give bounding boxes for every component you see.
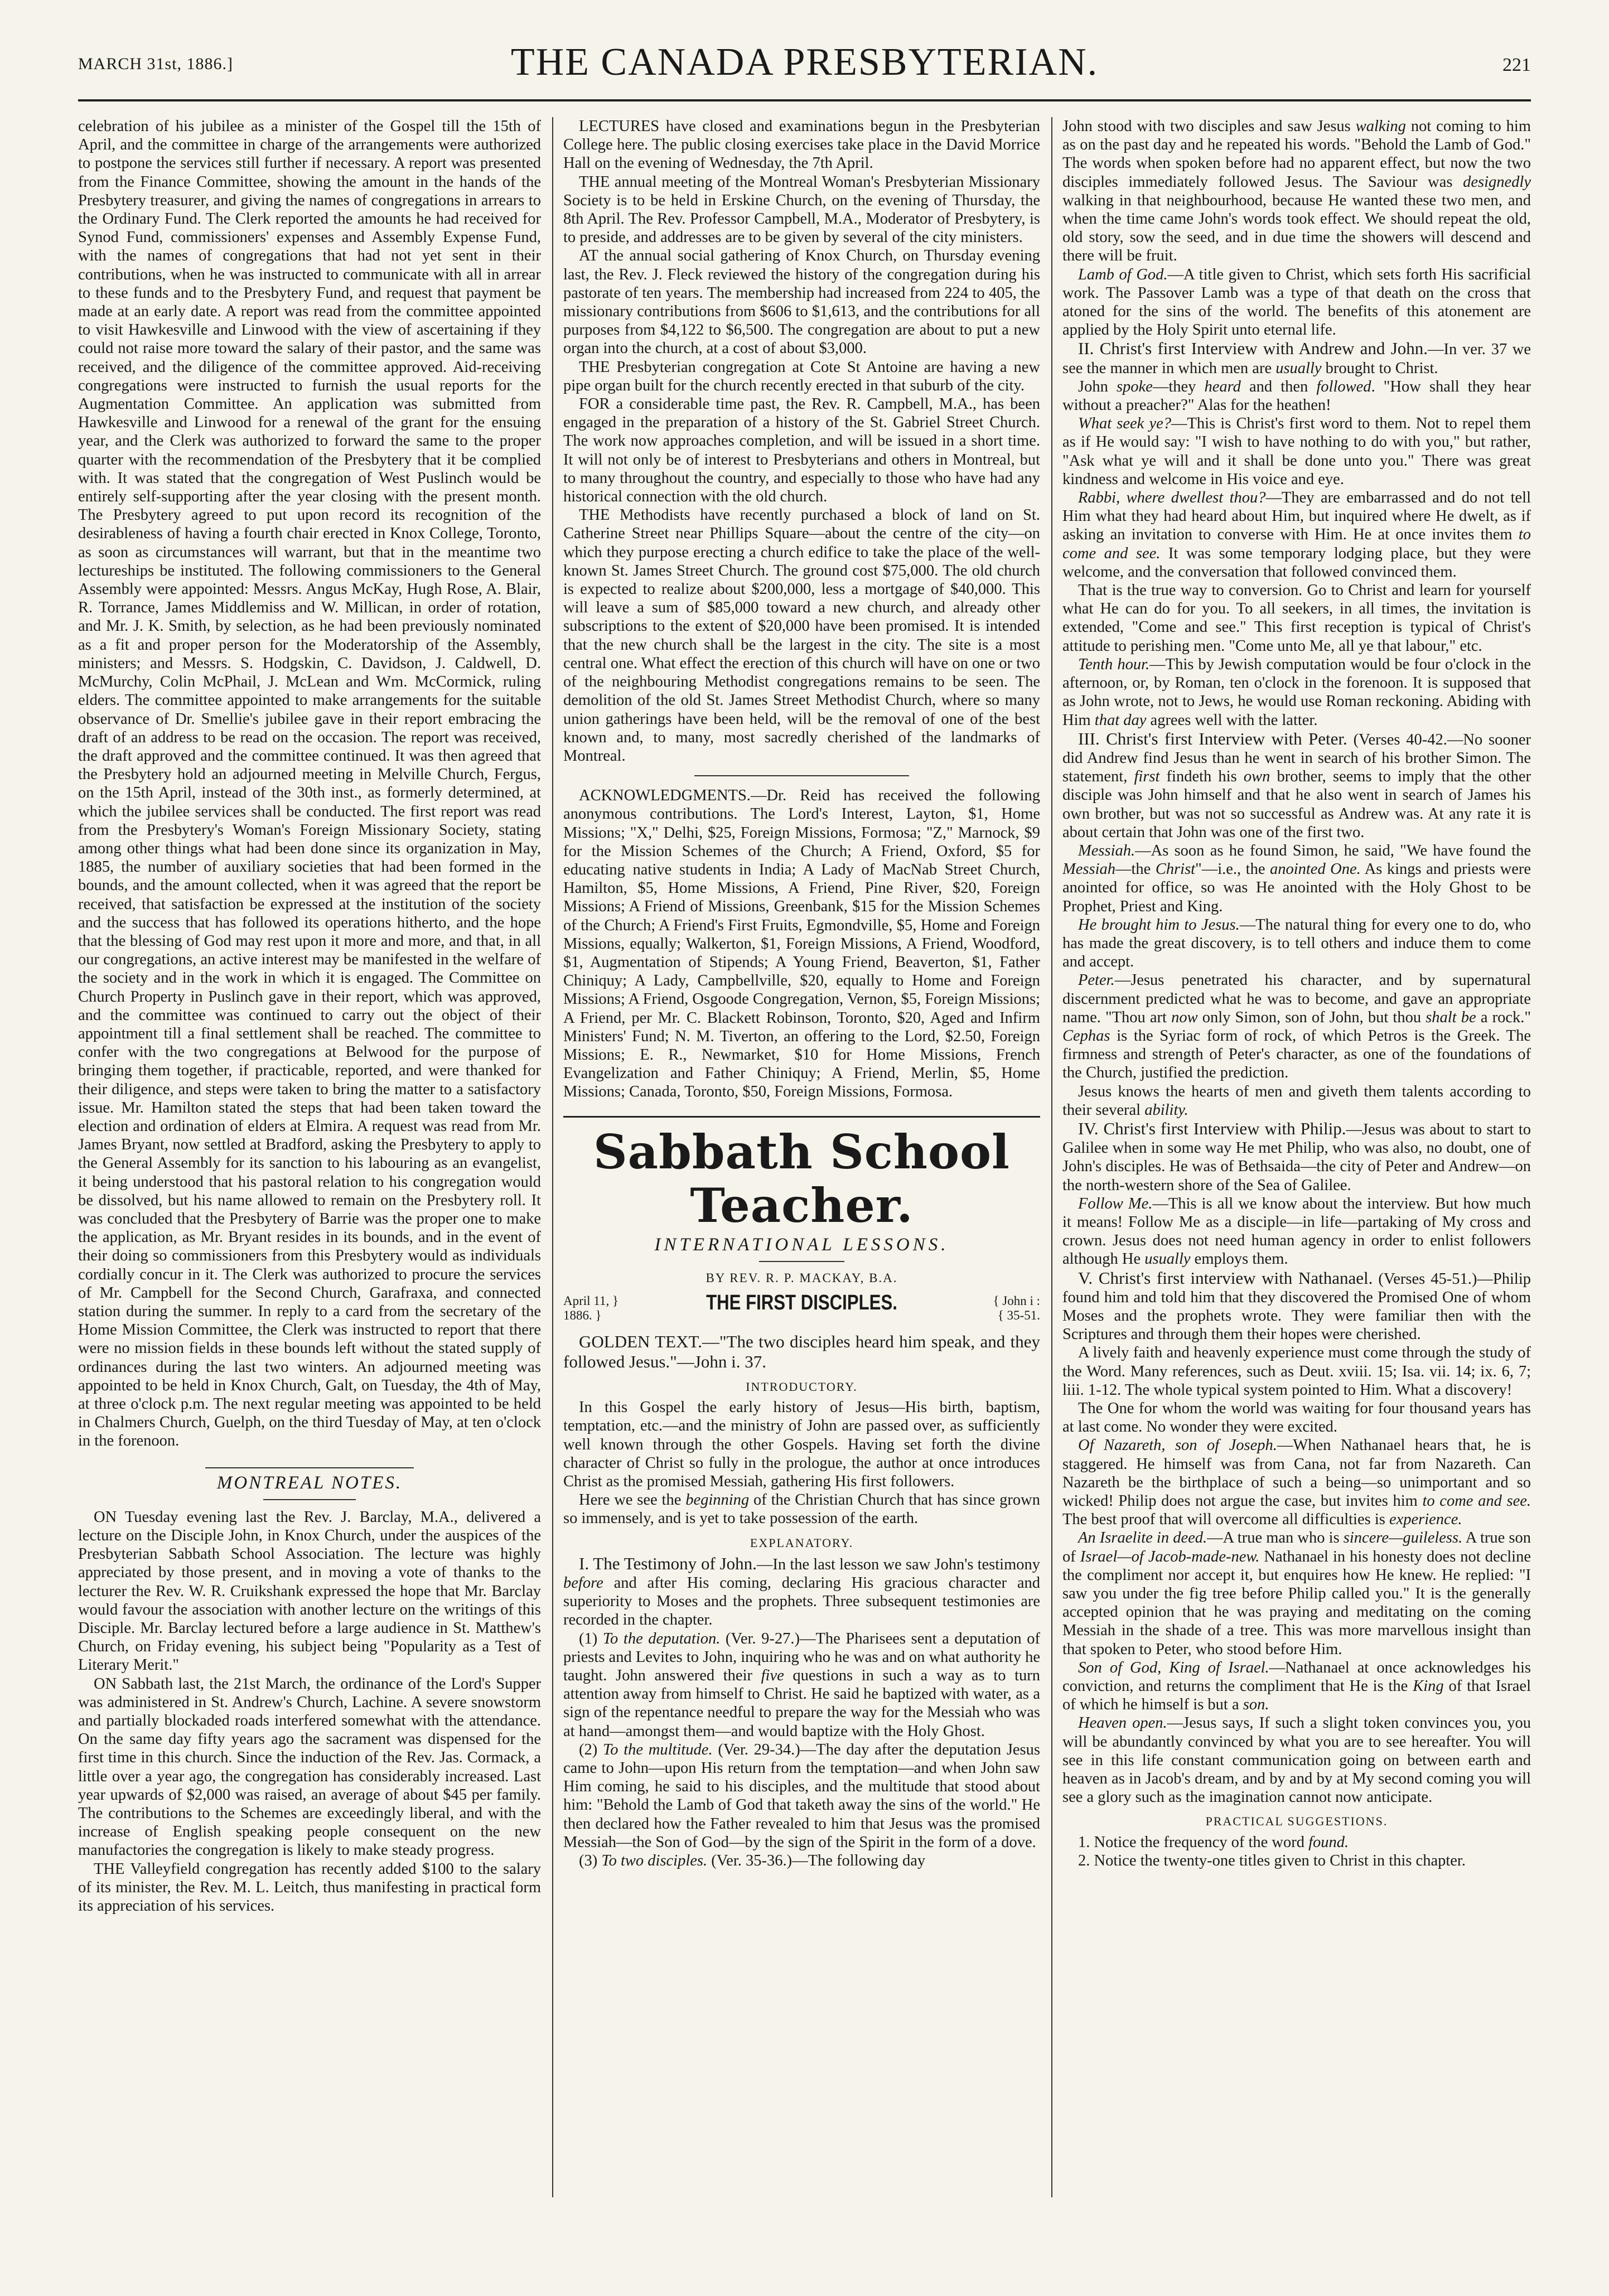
practical-suggestions-heading: PRACTICAL SUGGESTIONS.	[1205, 1814, 1388, 1829]
section-rule	[694, 775, 909, 776]
suggestion-item: 2. Notice the twenty-one titles given to Christ in this chapter.	[1078, 1852, 1466, 1869]
montreal-note-paragraph: THE Methodists have recently purchased a block of land on St. Catherine Street near Phillips Square—about the centre of the city—on which they purpose erecting a church edifice to take the place of the well-known St. James Street Church. The ground cost $75,000. The old church is expected to realize about $200,000, less a mortgage of $40,000. This will leave a sum of $85,000 toward a new church, and already other subscriptions to the extent of $20,000 have been promised. It is intended that the new church shall be the largest in the city. The site is a most central one. What effect the erection of this church will have on one or two of the neighbouring Methodist congregations remains to be seen. The demolition of the old St. James Street Methodist Church, where so many union gatherings have been held, will be the removal of one of the best known and, to many, most sacredly cherished of the landmarks of Montreal.	[563, 506, 1040, 765]
explanatory-heading: EXPLANATORY.	[750, 1535, 854, 1550]
montreal-note-paragraph: THE annual meeting of the Montreal Woman's Presbyterian Missionary Society is to be held in Erskine Church, on the evening of Thursday, the 8th April. The Rev. Professor Campbell, M.A., Moderator of Presbytery, is to preside, and addresses are to be given by several of the city ministers.	[563, 173, 1040, 246]
suggestion-item: 1. Notice the frequency of the word found.	[1078, 1833, 1349, 1851]
section-rule	[205, 1467, 414, 1468]
lesson-paragraph: A lively faith and heavenly experience must come through the study of the Word. Many references, such as Deut. xviii. 15; Isa. vii. 14; ix. 6, 7; liii. 1-12. The whole typical system pointed to Him. What a discovery!	[1062, 1344, 1531, 1399]
lesson-paragraph: Follow Me.—This is all we know about the interview. But how much it means! Follow Me as a disciple—in life—partaking of My cross and crown. Jesus does not need human agency in order to enlist followers although He usually employs them.	[1062, 1195, 1531, 1268]
author-byline: BY REV. R. P. MACKAY, B.A.	[706, 1270, 898, 1285]
lesson-paragraph: Heaven open.—Jesus says, If such a slight token convinces you, you will be abundantly convinced by what you are to see hereafter. You will see in this life constant communication going on between earth and heaven as in Jacob's dream, and by and by at My second coming you will see a glory such as the imagination cannot now anticipate.	[1062, 1714, 1531, 1806]
lesson-paragraph: The One for whom the world was waiting for four thousand years has at last come. No wonder they were excited.	[1062, 1400, 1531, 1436]
lesson-paragraph: (2) To the multitude. (Ver. 29-34.)—The day after the deputation Jesus came to John—upon His return from the temptation—and when John saw Him coming, he said to his disciples, and the multitude that stood about him: "Behold the Lamb of God that taketh away the sins of the world." He then declared how the Father revealed to him that Jesus was the promised Messiah—the Son of God—by the sign of the Spirit in the form of a dove.	[563, 1741, 1040, 1851]
lesson-paragraph: He brought him to Jesus.—The natural thing for every one to do, who has made the great discovery, is to tell others and induce them to come and accept.	[1062, 916, 1531, 971]
montreal-note-paragraph: AT the annual social gathering of Knox Church, on Thursday evening last, the Rev. J. Fleck reviewed the history of the congregation during his pastorate of ten years. The membership had increased from 224 to 405, the missionary contributions from $606 to $1,613, and the contributions for all purposes from $4,122 to $6,500. The congregation are about to put a new organ into the church, at a cost of about $3,000.	[563, 247, 1040, 357]
lesson-paragraph: Lamb of God.—A title given to Christ, which sets forth His sacrificial work. The Passover Lamb was a type of that death on the cross that atoned for the sins of the world. The benefits of this atonement are applied by the Holy Spirit unto eternal life.	[1062, 265, 1531, 339]
column-divider	[1051, 117, 1052, 2197]
lesson-paragraph: III. Christ's first Interview with Peter. (Verses 40-42.—No sooner did Andrew find Jesus than he went in search of his brother Simon. The statement, first findeth his own brother, seems to imply that the other disciple was John himself and that he also went in search of James his own brother, but was not so successful as Andrew was. At any rate it is about certain that John was one of the first two.	[1062, 728, 1531, 841]
montreal-note-paragraph: THE Valleyfield congregation has recently added $100 to the salary of its minister, the Rev. M. L. Leitch, thus manifesting in practical form its appreciation of his services.	[78, 1860, 541, 1915]
section-rule	[263, 1499, 356, 1500]
lesson-title: THE FIRST DISCIPLES.	[706, 1290, 897, 1314]
sabbath-school-heading: Sabbath School Teacher.	[593, 1124, 1010, 1233]
lesson-paragraph: John stood with two disciples and saw Jesus walking not coming to him as on the past day and he repeated his words. "Behold the Lamb of God." The words when spoken before had no apparent effect, but now the two disciples immediately followed Jesus. The Saviour was designedly walking in that neighbourhood, because He wanted these two men, and when the time came John's words took effect. We should repeat the old, old story, sow the seed, and in due time the showers will descend and there will be fruit.	[1062, 118, 1531, 265]
lesson-paragraph: IV. Christ's first Interview with Philip.—Jesus was about to start to Galilee when in some way He met Philip, who was also, no doubt, one of John's disciples. He was of Bethsaida—the city of Peter and Andrew—on the north-western shore of the Sea of Galilee.	[1062, 1118, 1531, 1194]
montreal-note-paragraph: THE Presbyterian congregation at Cote St Antoine are having a new pipe organ built for the church recently erected in that suburb of the city.	[563, 358, 1040, 394]
lesson-paragraph: In this Gospel the early history of Jesus—His birth, baptism, temptation, etc.—and the ministry of John are passed over, as sufficiently well known through the other Gospels. Having set forth the divine character of Christ so fully in the prologue, the author at once introduces Christ as the promised Messiah, gathering His first followers.	[563, 1399, 1040, 1490]
masthead-rule	[78, 99, 1531, 101]
lesson-header	[563, 1292, 1040, 1327]
lesson-paragraph: (3) To two disciples. (Ver. 35-36.)—The following day	[579, 1852, 926, 1870]
section-rule	[563, 1116, 1040, 1118]
golden-text: GOLDEN TEXT.—"The two disciples heard him speak, and they followed Jesus."—John i. 37.	[563, 1331, 1040, 1371]
introductory-heading: INTRODUCTORY.	[746, 1379, 858, 1394]
presbytery-report: celebration of his jubilee as a minister of the Gospel till the 15th of April, and the committee in charge of the arrangements were authorized to postpone the services still further if necessary. A report was presented from the Finance Committee, showing the amount in the hands of the Presbytery treasurer, and giving the names of congregations in arrears to the Ordinary Fund. The Clerk reported the amounts he had received for Synod Fund, commissioners' expenses and Assembly Expense Fund, with the names of congregations that had not yet sent in their contributions, when he was instructed to communicate with all in arrear to these funds and to the Presbytery Fund, and request that payment be made at an early date. A report was read from the committee appointed to visit Hawkesville and Linwood with the view of ascertaining if they could not raise more toward the salary of their pastor, and the same was received, and the diligence of the committee approved. Aid-receiving congregations were instructed to furnish the usual reports for the Augmentation Committee. An application was submitted from Hawkesville and Linwood for a renewal of the grant for the ensuing year, and the Clerk was authorized to forward the same to the proper quarter with the recommendation of the Presbytery that it be complied with. It was stated that the congregation of West Puslinch would be entirely self-supporting after the year closing with the present month. The Presbytery agreed to put upon record its recognition of the desirableness of having a fourth chair erected in Knox College, Toronto, as soon as circumstances will warrant, but that in the meantime two lectureships be instituted. The following commissioners to the General Assembly were appointed: Messrs. Angus McKay, Hugh Rose, A. Blair, R. Torrance, James Middlemiss and W. Millican, in order of rotation, and Mr. J. K. Smith, by selection, as he had been previously nominated as a fit and proper person for the Moderatorship of the Assembly, ministers; and Messrs. S. Hodgskin, C. Davidson, J. Caldwell, D. McMurchy, Colin McPhail, J. McLean and Wm. McCormick, ruling elders. The committee appointed to make arrangements for the suitable observance of Dr. Smellie's jubilee gave in their report embracing the draft of an address to be read on the occasion. The report was received, the draft approved and the committee continued. It was then agreed that the Presbytery hold an adjourned meeting in Melville Church, Fergus, on the 15th April, instead of the 30th inst., as formerly determined, at which the jubilee services shall be conducted. The first report was read from the Presbytery's Woman's Foreign Missionary Society, stating among other things what had been done since its organization in May, 1885, the number of auxiliary societies that had been formed in the bounds, and the amount collected, when it was agreed that the report be received, that satisfaction be expressed at the institution of the society and the success that has followed its operations hitherto, and the hope that the blessing of God may rest upon it more and more, and that, in all our congregations, an active interest may be manifested in the welfare of the society and in the work in which it is engaged. The Committee on Church Property in Puslinch gave in their report, which was approved, and the committee was continued to carry out the object of their appointment till a final settlement shall be reached. The committee to confer with the two congregations at Belwood for the purpose of bringing them together, if practicable, reported, and were thanked for their diligence, and steps were taken to bring the matter to a satisfactory issue. Mr. Hamilton stated the steps that had been taken toward the election and ordination of elders at Elmira. A request was read from Mr. James Bryant, now settled at Bradford, asking the Presbytery to apply to the General Assembly for its sanction to his labouring as an evangelist, it being understood that his pastoral relation to his congregation would be dissolved, but his name allowed to remain on the Presbytery roll. It was concluded that the Presbytery of Barrie was the proper one to make the application, as Mr. Bryant resides in its bounds, and in the event of their doing so commissioners from this Presbytery would as individuals cordially concur in it. The Clerk was authorized to procure the services of Mr. Campbell for the Second Church, Garafraxa, and connected station during the summer. In reply to a card from the secretary of the Home Mission Committee, the Clerk was instructed to report that there were no mission fields in these bounds left without the stated supply of ordinances during the last two winters. An adjourned meeting was appointed to be held in Knox Church, Galt, on Tuesday, the 4th of May, at three o'clock p.m. The next regular meeting was appointed to be held in Chalmers Church, Guelph, on the third Tuesday of May, at ten o'clock in the forenoon.	[78, 118, 541, 1450]
lesson-date: April 11, } 1886. }	[563, 1293, 619, 1322]
montreal-notes-heading: MONTREAL NOTES.	[216, 1472, 403, 1493]
lesson-paragraph: Of Nazareth, son of Joseph.—When Nathanael hears that, he is staggered. He himself was from Cana, not far from Nazareth. Can Nazareth be the birthplace of such a being—so unimportant and so wicked! Philip does not argue the case, but invites him to come and see. The best proof that will overcome all difficulties is experience.	[1062, 1437, 1531, 1529]
montreal-note-paragraph: ON Sabbath last, the 21st March, the ordinance of the Lord's Supper was administered in St. Andrew's Church, Lachine. A severe snowstorm and partially blockaded roads interfered somewhat with the attendance. On the same day fifty years ago the sacrament was dispensed for the first time in this church. Since the induction of the Rev. Jas. Cormack, a little over a year ago, the congregation has considerably increased. Last year upwards of $2,000 was raised, an average of about $45 per family. The contributions to the Schemes are exceedingly liberal, and with the increase of English speaking people consequent on the new manufactories the congregation is likely to make steady progress.	[78, 1675, 541, 1859]
lesson-paragraph: II. Christ's first Interview with Andrew and John.—In ver. 37 we see the manner in which men are usually brought to Christ.	[1062, 339, 1531, 377]
section-rule	[759, 1261, 845, 1262]
lesson-paragraph: I. The Testimony of John.—In the last lesson we saw John's testimony before and after His coming, declaring His gracious character and superiority to Moses and the prophets. Three subsequent testimonies are recorded in the chapter.	[563, 1553, 1040, 1629]
lesson-paragraph: Tenth hour.—This by Jewish computation would be four o'clock in the afternoon, or, by Roman, ten o'clock in the forenoon. It is supposed that as John wrote, not to Jews, he would use Roman reckoning. Abiding with Him that day agrees well with the latter.	[1062, 655, 1531, 729]
issue-date: MARCH 31st, 1886.]	[78, 55, 234, 73]
montreal-note-paragraph: LECTURES have closed and examinations begun in the Presbyterian College here. The public closing exercises take place in the David Morrice Hall on the evening of Wednesday, the 7th April.	[563, 118, 1040, 172]
lesson-paragraph: (1) To the deputation. (Ver. 9-27.)—The Pharisees sent a deputation of priests and Levites to John, inquiring who he was and on what authority he taught. John answered their five questions in such a way as to turn attention away from himself to Christ. He said he baptized with water, as a sign of the repentance needful to prepare the way for the Messiah who was at hand—amongst them—and would baptize with the Holy Ghost.	[563, 1630, 1040, 1740]
lesson-paragraph: Son of God, King of Israel.—Nathanael at once acknowledges his conviction, and returns the compliment that He is the King of that Israel of which he himself is but a son.	[1062, 1659, 1531, 1714]
montreal-note-paragraph: FOR a considerable time past, the Rev. R. Campbell, M.A., has been engaged in the preparation of a history of the St. Gabriel Street Church. The work now approaches completion, and will be issued in a short time. It will not only be of interest to Presbyterians and others in Montreal, but to many throughout the country, and especially to those who have had any historical connection with the old church.	[563, 395, 1040, 506]
column-divider	[552, 117, 553, 2197]
lesson-reference: { John i : { 35-51.	[993, 1293, 1040, 1322]
acknowledgments: ACKNOWLEDGMENTS.—Dr. Reid has received the following anonymous contributions. The Lord's Interest, Layton, $1, Home Missions; "X," Delhi, $25, Foreign Missions, Formosa; "Z," Marnock, $9 for the Mission Schemes of the Church; A Friend, Oxford, $5 for educating native students in India; A Lady of MacNab Street Church, Hamilton, $5, Home Missions, A Friend, Pine River, $20, Foreign Missions; A Friend of Missions, Greenbank, $15 for the Mission Schemes of the Church; A Friend's First Fruits, Egmondville, $5, Home and Foreign Missions, equally; Walkerton, $1, Foreign Missions, A Friend, Woodford, $1, Augmentation of Stipends; A Young Friend, Beaverton, $1, Father Chiniquy; A Lady, Campbellville, $20, equally to Home and Foreign Missions; A Friend, Osgoode Congregation, Vernon, $5, Foreign Missions; A Friend, per Mr. C. Blackett Robinson, Toronto, $20, Aged and Infirm Ministers' Fund; N. M. Tiverton, an offering to the Lord, $2.50, Foreign Missions; E. R., Newmarket, $10 for Home Missions, French Evangelization and Father Chiniquy; A Friend, Merlin, $5, Home Missions; Canada, Toronto, $50, Foreign Missions, Formosa.	[563, 787, 1040, 1101]
column-3	[1062, 117, 1531, 2214]
page-number: 221	[1502, 55, 1531, 75]
newspaper-title: THE CANADA PRESBYTERIAN.	[510, 41, 1099, 84]
column-2	[563, 117, 1040, 2203]
lesson-paragraph: Peter.—Jesus penetrated his character, and by supernatural discernment predicted what he was to become, and gave an appropriate name. "Thou art now only Simon, son of John, but thou shalt be a rock." Cephas is the Syriac form of rock, of which Petros is the Greek. The firmness and strength of Peter's character, as one of the foundations of the Church, justified the prediction.	[1062, 971, 1531, 1082]
lesson-paragraph: Jesus knows the hearts of men and giveth them talents according to their several ability.	[1062, 1082, 1531, 1119]
lesson-paragraph: V. Christ's first interview with Nathanael. (Verses 45-51.)—Philip found him and told him that they discovered the Promised One of whom Moses and the prophets wrote. They were familiar then with the Scriptures and through them their hopes were cherished.	[1062, 1268, 1531, 1343]
lesson-paragraph: What seek ye?—This is Christ's first word to them. Not to repel them as if He would say: "I wish to have nothing to do with you," but rather, "Ask what ye will and it shall be done unto you." There was great kindness and welcome in His voice and eye.	[1062, 415, 1531, 488]
lesson-paragraph: Messiah.—As soon as he found Simon, he said, "We have found the Messiah—the Christ"—i.e., the anointed One. As kings and priests were anointed for office, so was He anointed with the Holy Ghost to be Prophet, Priest and King.	[1062, 842, 1531, 915]
international-lessons-heading: INTERNATIONAL LESSONS.	[654, 1234, 949, 1255]
lesson-paragraph: John spoke—they heard and then followed. "How shall they hear without a preacher?" Alas for the heathen!	[1062, 378, 1531, 414]
masthead	[78, 33, 1531, 100]
montreal-note-paragraph: ON Tuesday evening last the Rev. J. Barclay, M.A., delivered a lecture on the Disciple John, in Knox Church, under the auspices of the Presbyterian Sabbath School Association. The lecture was highly appreciated by those present, and in moving a vote of thanks to the lecturer the Rev. W. R. Cruikshank expressed the hope that Mr. Barclay would favour the association with another lecture on the writings of this Disciple. Mr. Barclay lectured before a large audience in St. Matthew's Church, on Friday evening, his subject being "Popularity as a Test of Literary Merit."	[78, 1508, 541, 1674]
lesson-paragraph: Here we see the beginning of the Christian Church that has since grown so immensely, and is yet to take possession of the earth.	[563, 1491, 1040, 1528]
column-1	[78, 117, 541, 2192]
lesson-paragraph: An Israelite in deed.—A true man who is sincere—guileless. A true son of Israel—of Jacob-made-new. Nathanael in his honesty does not decline the compliment nor accept it, but enquires how He knew. He replied: "I saw you under the fig tree before Philip called you." It is the generally accepted opinion that he was praying and meditating on the coming Messiah in the shade of a tree. This was more marvellous insight than that spoken to Peter, who stood before Him.	[1062, 1529, 1531, 1658]
lesson-paragraph: That is the true way to conversion. Go to Christ and learn for yourself what He can do for you. To all seekers, in all times, the invitation is extended, "Come and see." This first reception is typical of Christ's attitude to perishing men. "Come unto Me, all ye that labour," etc.	[1062, 582, 1531, 655]
lesson-paragraph: Rabbi, where dwellest thou?—They are embarrassed and do not tell Him what they had heard about Him, but inquired where He dwelt, as if asking an invitation to converse with Him. He at once invites them to come and see. It was some temporary lodging place, but they were welcome, and the conversation that followed convinced them.	[1062, 489, 1531, 581]
